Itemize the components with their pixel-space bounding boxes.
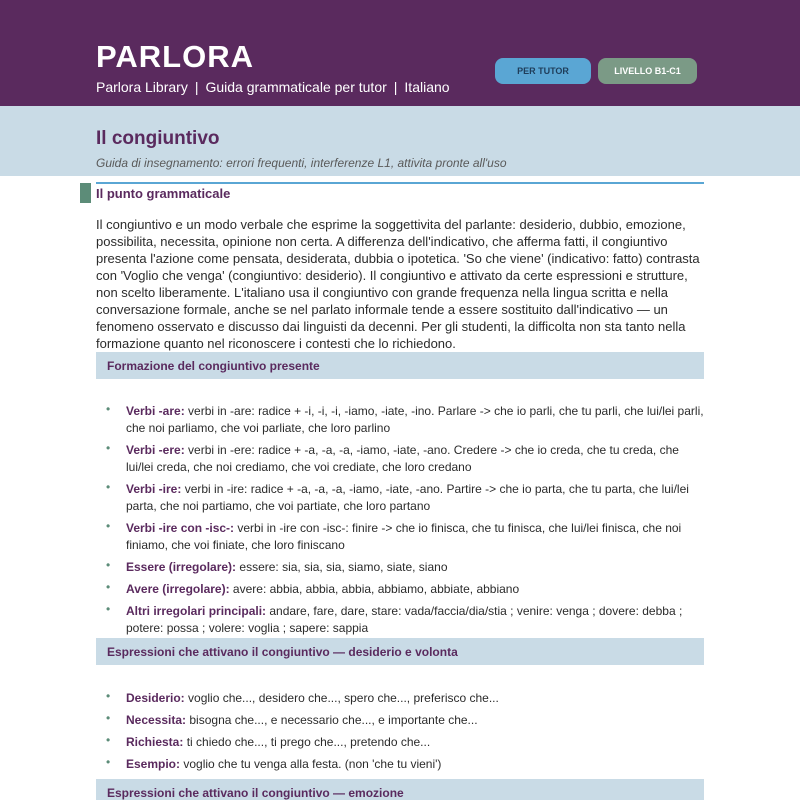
formazione-list: [106, 403, 708, 642]
list-item-text: verbi in -ere: radice + -a, -a, -a, -iamo, -iate, -ano. Credere -> che io creda, che tu creda, che lui/lei creda, che noi crediamo, che voi crediate, che loro credano: [126, 443, 679, 474]
list-item-text: essere: sia, sia, sia, siamo, siate, siano: [236, 560, 448, 574]
list-item: [106, 481, 708, 515]
list-item-text: bisogna che..., e necessario che..., e importante che...: [186, 713, 478, 727]
breadcrumb-separator: |: [393, 79, 398, 95]
section-accent-marker: [80, 183, 91, 203]
list-item-term: Verbi -ire con -isc-:: [126, 521, 235, 535]
list-item-text: avere: abbia, abbia, abbia, abbiamo, abbiate, abbiano: [229, 582, 520, 596]
list-item: [106, 442, 708, 476]
intro-paragraph: Il congiuntivo e un modo verbale che esprime la soggettivita del parlante: desiderio, dubbio, emozione, possibilita, necessita, opinione non certa. A differenza dell'indicativo, che afferma fatti, il congiuntivo presenta l'azione come pensata, desiderata, dubbia o ipotetica. 'So che viene' (indicativo: fatto) contrasta con 'Voglio che venga' (congiuntivo: desiderio). Il congiuntivo e attivato da certe espressioni e strutture, non scelto liberamente. L'italiano usa il congiuntivo con grande frequenza nella lingua scritta e nella conversazione formale, anche se nel parlato informale tende a essere sostituito dall'indicativo — un fenomeno osservato e discusso dai linguisti da decenni. Per gli studenti, la difficolta non sta tanto nella formazione quanto nel riconoscere i contesti che lo richiedono.: [96, 217, 700, 351]
formazione-heading: Formazione del congiuntivo presente: [107, 359, 320, 373]
list-item-term: Richiesta:: [126, 735, 184, 749]
list-item-term: Verbi -are:: [126, 404, 185, 418]
list-item-text: verbi in -ire: radice + -a, -a, -a, -iamo, -iate, -ano. Partire -> che io parta, che tu parta, che lui/lei parta, che noi partiamo, che voi partiate, che loro partano: [126, 482, 689, 513]
list-item-term: Esempio:: [126, 757, 181, 771]
section-divider: [96, 182, 704, 184]
desiderio-list: [106, 690, 708, 778]
breadcrumb-separator: |: [194, 79, 199, 95]
list-item-text: verbi in -ire con -isc-: finire -> che io finisca, che tu finisca, che lui/lei finisca, che noi finiamo, che voi finiate, che loro finiscano: [126, 521, 682, 552]
level-badge[interactable]: LIVELLO B1-C1: [598, 58, 697, 84]
formazione-heading-bar: [96, 352, 704, 379]
desiderio-heading-bar: [96, 638, 704, 665]
list-item-term: Verbi -ere:: [126, 443, 185, 457]
list-item-term: Altri irregolari principali:: [126, 604, 267, 618]
list-item-term: Verbi -ire:: [126, 482, 182, 496]
emozione-heading: Espressioni che attivano il congiuntivo — emozione: [107, 786, 404, 800]
list-item: [106, 690, 708, 707]
page-title: Il congiuntivo: [96, 128, 220, 149]
list-item-text: voglio che tu venga alla festa. (non 'che tu vieni'): [180, 757, 442, 771]
list-item-text: ti chiedo che..., ti prego che..., pretendo che...: [183, 735, 431, 749]
breadcrumb: [96, 79, 450, 96]
list-item: [106, 712, 708, 729]
list-item-text: voglio che..., desidero che..., spero che..., preferisco che...: [184, 691, 499, 705]
brand-logo[interactable]: PARLORA: [96, 39, 254, 74]
tutor-badge[interactable]: PER TUTOR: [495, 58, 591, 84]
list-item-term: Essere (irregolare):: [126, 560, 237, 574]
list-item-term: Avere (irregolare):: [126, 582, 230, 596]
page-subtitle: Guida di insegnamento: errori frequenti, interferenze L1, attivita pronte all'uso: [96, 156, 507, 170]
list-item-term: Necessita:: [126, 713, 187, 727]
list-item-text: verbi in -are: radice + -i, -i, -i, -iamo, -iate, -ino. Parlare -> che io parli, che tu parli, che lui/lei parli, che noi parliamo, che voi parliate, che loro parlino: [126, 404, 704, 435]
list-item: [106, 756, 708, 773]
list-item: [106, 603, 708, 637]
list-item: [106, 520, 708, 554]
section-heading: Il punto grammaticale: [96, 186, 231, 201]
list-item: [106, 581, 708, 598]
header: [0, 0, 800, 106]
list-item-text: andare, fare, dare, stare: vada/faccia/dia/stia ; venire: venga ; dovere: debba ; potere: possa ; volere: voglia ; sapere: sappia: [126, 604, 683, 635]
breadcrumb-item-language[interactable]: Italiano: [404, 79, 450, 95]
list-item: [106, 559, 708, 576]
breadcrumb-item-library[interactable]: Parlora Library: [96, 79, 188, 95]
list-item: [106, 734, 708, 751]
list-item-term: Desiderio:: [126, 691, 185, 705]
desiderio-heading: Espressioni che attivano il congiuntivo — desiderio e volonta: [107, 645, 458, 659]
breadcrumb-item-guide[interactable]: Guida grammaticale per tutor: [205, 79, 387, 95]
emozione-heading-bar: [96, 779, 704, 800]
list-item: [106, 403, 708, 437]
